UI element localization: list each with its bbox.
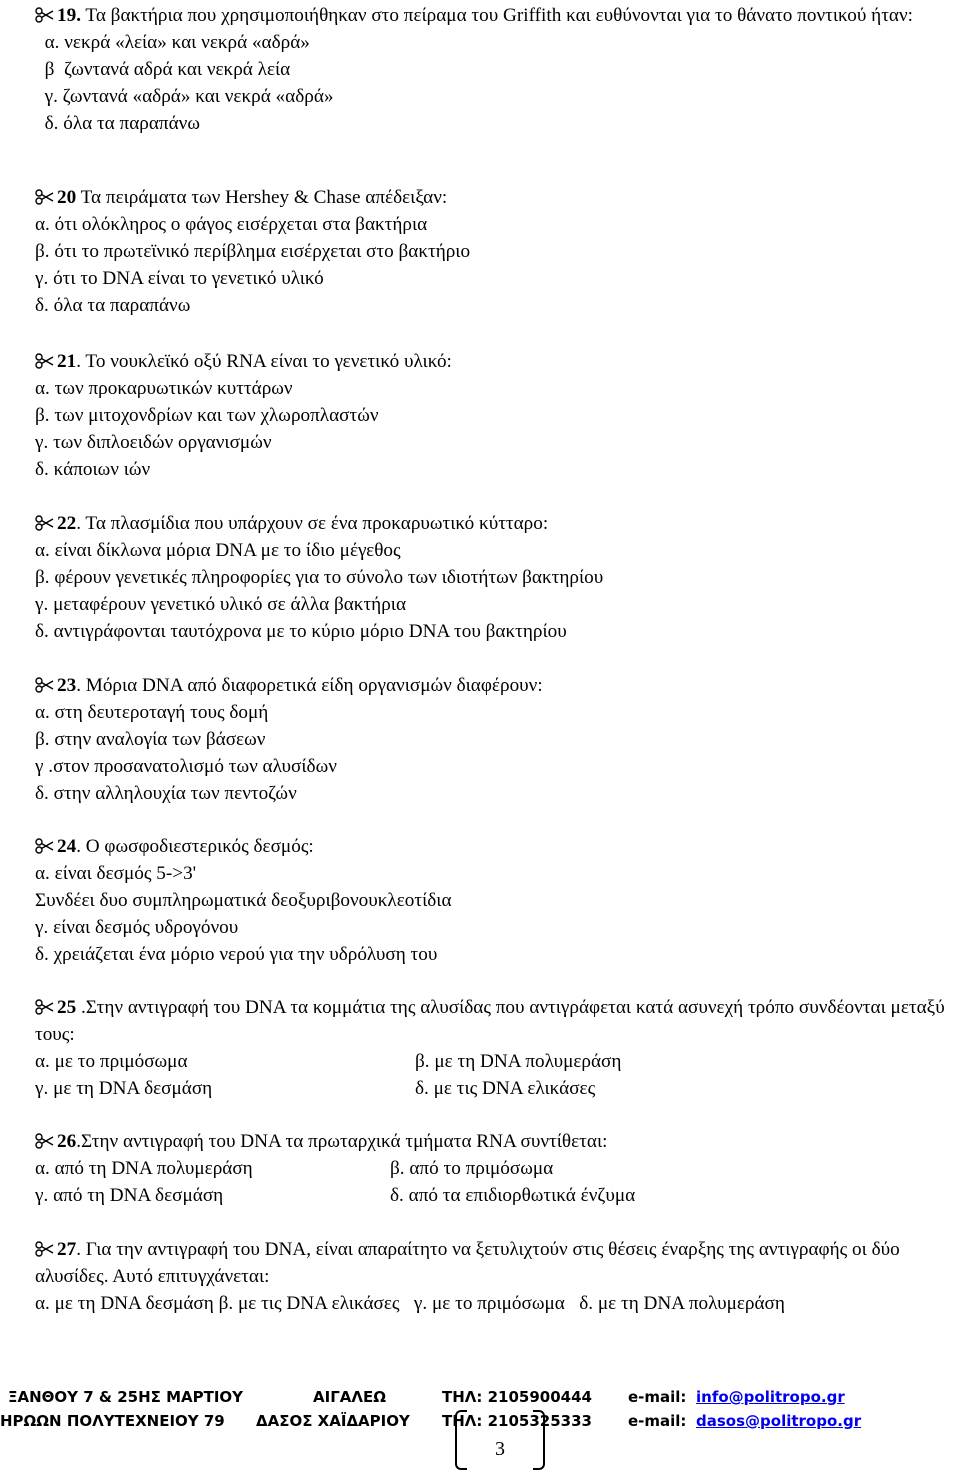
footer-email-link[interactable]: info@politropo.gr <box>696 1388 845 1406</box>
footer-area: ΑΙΓΑΛΕΩ <box>313 1388 386 1406</box>
question-text: . Μόρια DNA από διαφορετικά είδη οργανισμών διαφέρουν: <box>76 675 543 696</box>
scissors-icon <box>35 350 54 366</box>
scissors-icon <box>35 1238 54 1254</box>
question-number: 24 <box>57 836 77 857</box>
option: δ. όλα τα παραπάνω <box>35 295 191 316</box>
footer-phone: ΤΗΛ: 2105325333 <box>442 1412 592 1430</box>
scissors-icon <box>35 4 54 20</box>
footer-row-1 <box>0 1388 960 1406</box>
question-number: 19. <box>57 5 81 26</box>
question-text: . Για την αντιγραφή του DNA, είναι απαραίτητο να ξετυλιχτούν στις θέσεις έναρξης της αντιγραφής οι δύο αλυσίδες. Αυτό επιτυγχάνεται: <box>35 1239 900 1287</box>
option: α. από τη DNA πολυμεράση <box>35 1158 253 1179</box>
scissors-icon <box>35 835 54 851</box>
option: α. με τη DNA δεσμάση β. με τις DNA ελικάσες γ. με το πριμόσωμα δ. με τη DNA πολυμεράση <box>35 1293 785 1314</box>
scissors-icon <box>35 1130 54 1146</box>
footer-email-label: e-mail: <box>628 1388 687 1406</box>
option: α. είναι δίκλωνα μόρια DNA με το ίδιο μέγεθος <box>35 540 401 561</box>
question-number: 27 <box>57 1239 77 1260</box>
question-27 <box>35 1236 955 1317</box>
option: δ. κάποιων ιών <box>35 459 151 480</box>
question-22 <box>35 510 955 645</box>
footer-phone: ΤΗΛ: 2105900444 <box>442 1388 592 1406</box>
option: α. των προκαρυωτικών κυττάρων <box>35 378 293 399</box>
option: δ. στην αλληλουχία των πεντοζών <box>35 783 297 804</box>
option: γ. είναι δεσμός υδρογόνου <box>35 917 239 938</box>
question-number: 20 <box>57 187 77 208</box>
scissors-icon <box>35 186 54 202</box>
question-text: .Στην αντιγραφή του DNA τα κομμάτια της αλυσίδας που αντιγράφεται κατά ασυνεχή τρόπο συνδέονται μεταξύ τους: <box>35 997 945 1045</box>
question-20 <box>35 184 955 319</box>
question-text: . Τα πλασμίδια που υπάρχουν σε ένα προκαρυωτικό κύτταρο: <box>76 513 549 534</box>
page-number: 3 <box>495 1438 505 1460</box>
option: γ. από τη DNA δεσμάση <box>35 1185 224 1206</box>
scissors-icon <box>35 674 54 690</box>
question-text: Τα πειράματα των Hershey & Chase απέδειξαν: <box>76 187 448 208</box>
option: β. φέρουν γενετικές πληροφορίες για το σύνολο των ιδιοτήτων βακτηρίου <box>35 567 604 588</box>
option: β. στην αναλογία των βάσεων <box>35 729 266 750</box>
option-row <box>35 1075 955 1102</box>
question-text: Τα βακτήρια που χρησιμοποιήθηκαν στο πείραμα του Griffith και ευθύνονται για το θάνατο ποντικού ήταν: <box>80 5 913 26</box>
footer-email-link[interactable]: dasos@politropo.gr <box>696 1412 862 1430</box>
scissors-icon <box>35 512 54 528</box>
question-25 <box>35 994 955 1102</box>
option: γ. μεταφέρουν γενετικό υλικό σε άλλα βακτήρια <box>35 594 406 615</box>
option-row <box>35 1155 955 1182</box>
option: γ. των διπλοειδών οργανισμών <box>35 432 272 453</box>
option: γ. ζωντανά «αδρά» και νεκρά «αδρά» <box>35 86 334 107</box>
footer-area: ΔΑΣΟΣ ΧΑΪΔΑΡΙΟΥ <box>256 1412 410 1430</box>
footer-email-label: e-mail: <box>628 1412 687 1430</box>
footer-address: ΗΡΩΩΝ ΠΟΛΥΤΕΧΝΕΙΟΥ 79 <box>0 1412 225 1430</box>
option: δ. από τα επιδιορθωτικά ένζυμα <box>390 1185 636 1206</box>
option: γ. με τη DNA δεσμάση <box>35 1078 213 1099</box>
question-number: 21 <box>57 351 77 372</box>
question-24 <box>35 833 955 968</box>
option: β. από το πριμόσωμα <box>390 1158 554 1179</box>
question-23 <box>35 672 955 807</box>
option: β ζωντανά αδρά και νεκρά λεία <box>35 59 291 80</box>
option: γ. ότι το DNA είναι το γενετικό υλικό <box>35 268 324 289</box>
question-number: 22 <box>57 513 77 534</box>
question-number: 26 <box>57 1131 77 1152</box>
option-row <box>35 1182 955 1209</box>
question-text: . Ο φωσφοδιεστερικός δεσμός: <box>76 836 314 857</box>
option: β. των μιτοχονδρίων και των χλωροπλαστών <box>35 405 379 426</box>
option: δ. όλα τα παραπάνω <box>35 113 200 134</box>
option: Συνδέει δυο συμπληρωματικά δεοξυριβονουκλεοτίδια <box>35 890 452 911</box>
option: α. νεκρά «λεία» και νεκρά «αδρά» <box>35 32 310 53</box>
question-26 <box>35 1128 955 1209</box>
option: δ. με τις DNA ελικάσες <box>415 1078 596 1099</box>
option: α. ότι ολόκληρος ο φάγος εισέρχεται στα βακτήρια <box>35 214 428 235</box>
option: α. είναι δεσμός 5->3' <box>35 863 197 884</box>
option: α. στη δευτεροταγή τους δομή <box>35 702 269 723</box>
option: β. ότι το πρωτεϊνικό περίβλημα εισέρχεται στο βακτήριο <box>35 241 471 262</box>
option: δ. χρειάζεται ένα μόριο νερού για την υδρόλυση του <box>35 944 438 965</box>
question-21 <box>35 348 955 483</box>
footer-address: ΞΑΝΘΟΥ 7 & 25ΗΣ ΜΑΡΤΙΟΥ <box>8 1388 244 1406</box>
option: β. με τη DNA πολυμεράση <box>415 1051 622 1072</box>
option: γ .στον προσανατολισμό των αλυσίδων <box>35 756 337 777</box>
question-text: .Στην αντιγραφή του DNA τα πρωταρχικά τμήματα RNA συντίθεται: <box>76 1131 608 1152</box>
question-19 <box>35 2 955 137</box>
option-row <box>35 1048 955 1075</box>
scissors-icon <box>35 996 54 1012</box>
question-text: . Το νουκλεϊκό οξύ RNA είναι το γενετικό υλικό: <box>76 351 452 372</box>
page-number-box <box>455 1410 545 1470</box>
option: δ. αντιγράφονται ταυτόχρονα με το κύριο μόριο DNA του βακτηρίου <box>35 621 567 642</box>
option: α. με το πριμόσωμα <box>35 1051 188 1072</box>
question-number: 25 <box>57 997 77 1018</box>
question-number: 23 <box>57 675 77 696</box>
